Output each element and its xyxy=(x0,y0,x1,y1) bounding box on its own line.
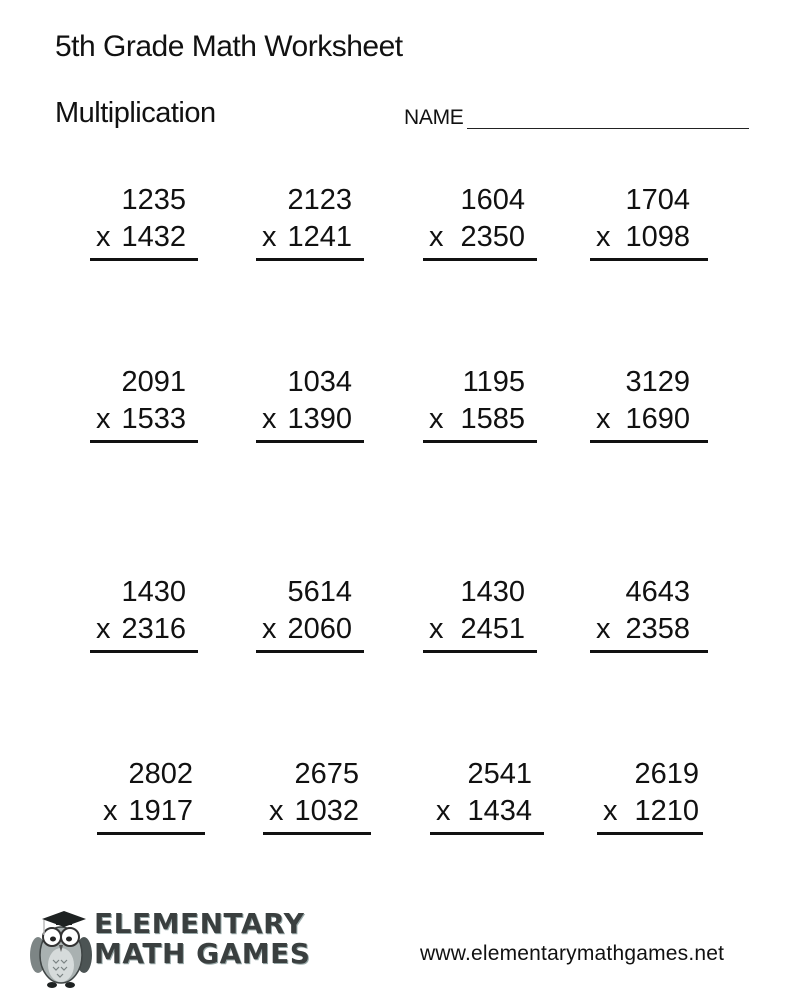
problem-13 xyxy=(97,756,205,835)
multiplier: 1533 xyxy=(121,403,186,435)
answer-line xyxy=(423,440,537,443)
times-sign: x xyxy=(429,221,444,253)
multiplier: 1690 xyxy=(625,403,690,435)
problem-11 xyxy=(423,574,537,653)
problem-8 xyxy=(590,364,708,443)
times-sign: x xyxy=(96,613,111,645)
answer-line xyxy=(263,832,371,835)
answer-line xyxy=(590,258,708,261)
times-sign: x xyxy=(103,795,118,827)
answer-line xyxy=(590,650,708,653)
problem-12 xyxy=(590,574,708,653)
multiplicand: 4643 xyxy=(625,576,690,608)
answer-line xyxy=(97,832,205,835)
times-sign: x xyxy=(603,795,618,827)
times-sign: x xyxy=(96,403,111,435)
problem-5 xyxy=(90,364,198,443)
multiplier: 2060 xyxy=(287,613,352,645)
answer-line xyxy=(256,258,364,261)
multiplicand: 1704 xyxy=(625,184,690,216)
answer-line xyxy=(90,258,198,261)
owl-with-graduation-cap-icon xyxy=(28,905,94,990)
problem-7 xyxy=(423,364,537,443)
problem-10 xyxy=(256,574,364,653)
problem-14 xyxy=(263,756,371,835)
times-sign: x xyxy=(262,613,277,645)
multiplicand: 1604 xyxy=(460,184,525,216)
times-sign: x xyxy=(596,403,611,435)
multiplicand: 2675 xyxy=(294,758,359,790)
multiplier: 2451 xyxy=(460,613,525,645)
times-sign: x xyxy=(262,403,277,435)
name-label: NAME xyxy=(404,106,464,129)
multiplier: 1432 xyxy=(121,221,186,253)
times-sign: x xyxy=(596,221,611,253)
multiplier: 2316 xyxy=(121,613,186,645)
multiplier: 2350 xyxy=(460,221,525,253)
multiplier: 1241 xyxy=(287,221,352,253)
logo-line-1: ELEMENTARY xyxy=(94,907,305,940)
worksheet-title: 5th Grade Math Worksheet xyxy=(55,30,403,63)
name-field[interactable] xyxy=(404,106,749,130)
problem-1 xyxy=(90,182,198,261)
problem-2 xyxy=(256,182,364,261)
answer-line xyxy=(430,832,544,835)
website-url[interactable]: www.elementarymathgames.net xyxy=(420,942,725,965)
answer-line xyxy=(423,650,537,653)
multiplicand: 1195 xyxy=(462,366,525,398)
multiplier: 1390 xyxy=(287,403,352,435)
multiplier: 2358 xyxy=(625,613,690,645)
times-sign: x xyxy=(596,613,611,645)
multiplicand: 1235 xyxy=(121,184,186,216)
logo-line-2: MATH GAMES xyxy=(94,937,311,970)
problem-3 xyxy=(423,182,537,261)
times-sign: x xyxy=(436,795,451,827)
multiplier: 1098 xyxy=(625,221,690,253)
site-logo[interactable] xyxy=(28,905,311,990)
multiplicand: 1034 xyxy=(287,366,352,398)
answer-line xyxy=(90,440,198,443)
multiplicand: 1430 xyxy=(460,576,525,608)
multiplicand: 3129 xyxy=(625,366,690,398)
answer-line xyxy=(256,440,364,443)
times-sign: x xyxy=(269,795,284,827)
multiplicand: 2541 xyxy=(467,758,532,790)
multiplicand: 2091 xyxy=(121,366,186,398)
problem-4 xyxy=(590,182,708,261)
times-sign: x xyxy=(96,221,111,253)
times-sign: x xyxy=(429,403,444,435)
times-sign: x xyxy=(429,613,444,645)
problem-6 xyxy=(256,364,364,443)
multiplicand: 2619 xyxy=(634,758,699,790)
multiplicand: 1430 xyxy=(121,576,186,608)
problem-15 xyxy=(430,756,544,835)
multiplicand: 2123 xyxy=(287,184,352,216)
answer-line xyxy=(423,258,537,261)
answer-line xyxy=(90,650,198,653)
answer-line xyxy=(597,832,703,835)
times-sign: x xyxy=(262,221,277,253)
problem-16 xyxy=(597,756,703,835)
answer-line xyxy=(590,440,708,443)
multiplier: 1210 xyxy=(634,795,699,827)
problem-9 xyxy=(90,574,198,653)
worksheet-subtitle: Multiplication xyxy=(55,97,216,129)
logo-wordmark xyxy=(94,909,310,969)
multiplier: 1585 xyxy=(460,403,525,435)
multiplicand: 2802 xyxy=(128,758,193,790)
answer-line xyxy=(256,650,364,653)
multiplier: 1917 xyxy=(128,795,193,827)
multiplier: 1032 xyxy=(294,795,359,827)
name-blank-line[interactable] xyxy=(467,128,749,129)
multiplicand: 5614 xyxy=(287,576,352,608)
multiplier: 1434 xyxy=(467,795,532,827)
